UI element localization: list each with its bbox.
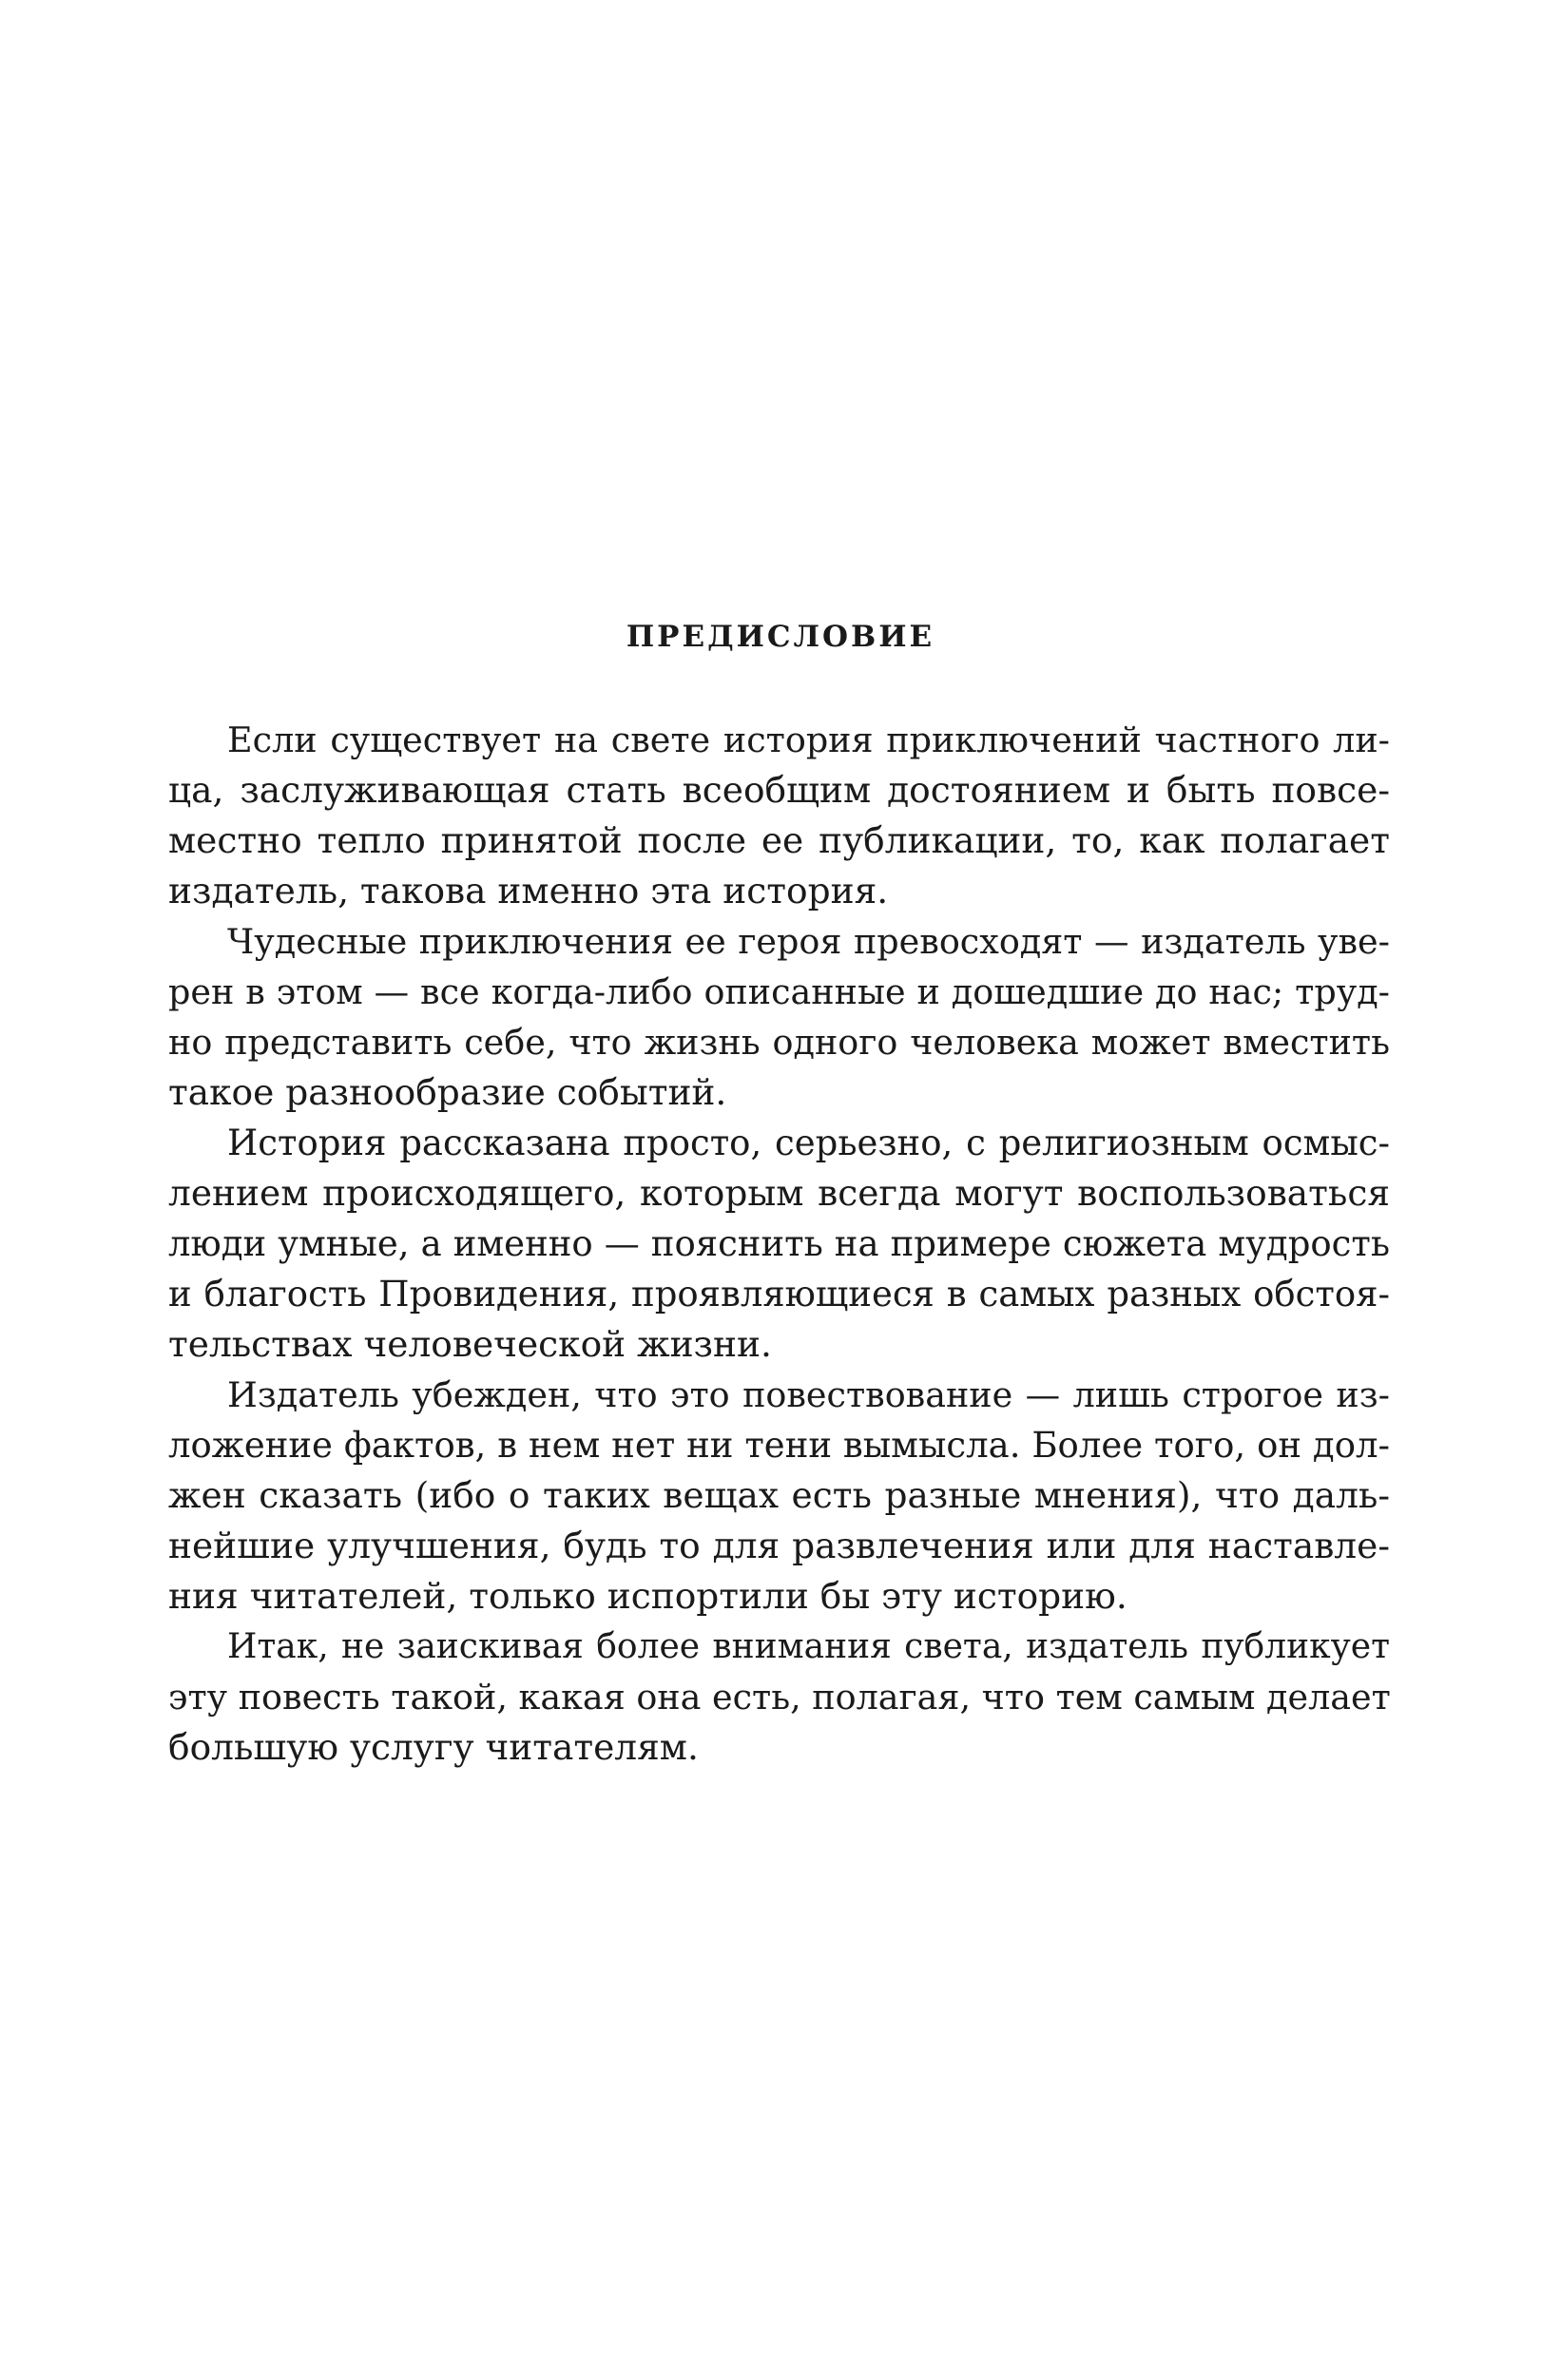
- text-line: рен в этом — все когда-либо описанные и дошедшие до нас; труд-: [168, 971, 1390, 1012]
- text-line: эту повесть такой, какая она есть, полагая, что тем самым делает: [168, 1677, 1391, 1718]
- text-line: нейшие улучшения, будь то для развлечения или для наставле-: [168, 1525, 1390, 1566]
- text-line: Итак, не заискивая более внимания света, издатель публикует: [227, 1627, 1390, 1666]
- text-line: лением происходящего, которым всегда могут воспользоваться: [168, 1172, 1390, 1214]
- text-line: люди умные, а именно — пояснить на примере сюжета мудрость: [168, 1223, 1390, 1264]
- paragraph-4: [168, 1370, 1390, 1622]
- text-line: ния читателей, только испортили бы эту историю.: [168, 1575, 1127, 1617]
- chapter-heading: ПРЕДИСЛОВИЕ: [626, 620, 935, 654]
- paragraph-3: [168, 1118, 1390, 1370]
- text-line: ца, заслуживающая стать всеобщим достоянием и быть повсе-: [168, 769, 1390, 811]
- text-line: тельствах человеческой жизни.: [168, 1323, 772, 1365]
- paragraph-1: [168, 715, 1390, 916]
- text-line: такое разнообразие событий.: [168, 1071, 727, 1113]
- text-line: издатель, такова именно эта история.: [168, 870, 889, 912]
- text-line: История рассказана просто, серьезно, с религиозным осмыс-: [227, 1123, 1390, 1163]
- text-line: и благость Провидения, проявляющиеся в самых разных обстоя-: [168, 1274, 1390, 1315]
- text-line: местно тепло принятой после ее публикации, то, как полагает: [168, 819, 1390, 861]
- text-line: Чудесные приключения ее героя превосходят — издатель уве-: [227, 921, 1390, 962]
- text-line: ложение фактов, в нем нет ни тени вымысла. Более того, он дол-: [168, 1425, 1390, 1466]
- text-line: но представить себе, что жизнь одного человека может вместить: [168, 1022, 1390, 1063]
- text-line: Издатель убежден, что это повествование — лишь строгое из-: [227, 1374, 1390, 1415]
- paragraph-5: [168, 1622, 1390, 1773]
- text-line: жен сказать (ибо о таких вещах есть разные мнения), что даль-: [168, 1474, 1390, 1516]
- body-text: [168, 715, 1390, 1773]
- text-line: Если существует на свете история приключений частного ли-: [227, 720, 1390, 760]
- text-line: большую услугу читателям.: [168, 1726, 699, 1768]
- paragraph-2: [168, 916, 1390, 1118]
